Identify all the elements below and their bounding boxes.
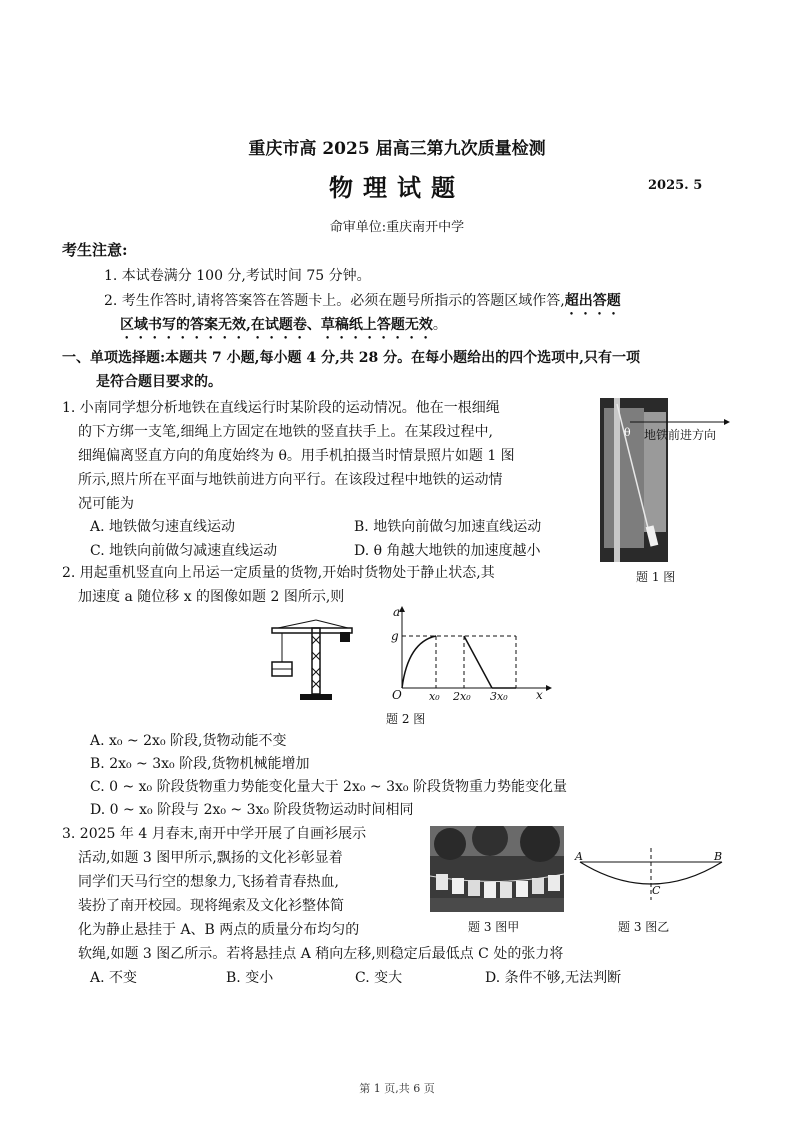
q1-text-3: 细绳偏离竖直方向的角度始终为 θ。用手机拍摄当时情景照片如题 1 图 (78, 448, 515, 464)
q2-text-2: 加速度 a 随位移 x 的图像如题 2 图所示,则 (78, 589, 345, 605)
notice-item-2-emphasis: 超出答题 (564, 293, 621, 309)
q2-origin: O (392, 688, 402, 702)
q3-option-c: C. 变大 (355, 970, 403, 986)
q2-2x0: 2x₀ (453, 690, 471, 703)
q3-point-c: C (652, 884, 661, 897)
page-footer: 第 1 页,共 6 页 (359, 1082, 435, 1095)
q2-axis-a: a (393, 605, 401, 619)
q1-caption: 题 1 图 (636, 570, 676, 584)
q3-text-4: 装扮了南开校园。现将绳索及文化衫整体简 (78, 898, 344, 914)
crane-illustration (268, 618, 358, 702)
q1-text-4: 所示,照片所在平面与地铁前进方向平行。在该段过程中地铁的运动情 (78, 472, 503, 488)
notice-heading: 考生注意: (62, 241, 128, 259)
q1-text-2: 的下方绑一支笔,细绳上方固定在地铁的竖直扶手上。在某段过程中, (78, 424, 493, 440)
q3-option-a: A. 不变 (90, 970, 138, 986)
q3-point-a: A (575, 850, 583, 863)
q3-text-3: 同学们天马行空的想象力,飞扬着青春热血, (78, 874, 339, 890)
q1-theta-label: θ (624, 426, 631, 439)
q1-text-1: 1. 小南同学想分析地铁在直线运行时某阶段的运动情况。他在一根细绳 (62, 400, 500, 416)
q3-text-6: 软绳,如题 3 图乙所示。若将悬挂点 A 稍向左移,则稳定后最低点 C 处的张力将 (78, 946, 564, 962)
q2-caption: 题 2 图 (386, 712, 426, 726)
notice-item-1: 1. 本试卷满分 100 分,考试时间 75 分钟。 (104, 268, 371, 284)
exam-date: 2025. 5 (648, 178, 703, 193)
q1-option-a: A. 地铁做匀速直线运动 (90, 519, 236, 535)
notice-item-2-cont (120, 315, 447, 342)
subject-title: 物理试题 (329, 173, 465, 202)
notice-item-2-emphasis-2: 区域书写的答案无效,在试题卷、草稿纸上答题无效 (120, 317, 433, 333)
q3-photo (430, 826, 564, 912)
notice-item-2 (104, 291, 621, 318)
q3-option-d: D. 条件不够,无法判断 (485, 970, 622, 986)
q3-point-b: B (714, 850, 723, 863)
q2-g-label: g (391, 629, 399, 643)
q1-text-5: 况可能为 (78, 496, 134, 512)
exam-title: 重庆市高 2025 届高三第九次质量检测 (248, 139, 546, 159)
q2-3x0: 3x₀ (490, 690, 508, 703)
q3-option-b: B. 变小 (226, 970, 274, 986)
q2-option-a: A. x₀ ~ 2x₀ 阶段,货物动能不变 (90, 733, 287, 749)
setter-unit: 命审单位:重庆南开中学 (329, 220, 465, 235)
section-heading: 一、单项选择题:本题共 7 小题,每小题 4 分,共 28 分。在每小题给出的四个选项中,只有一项 (62, 350, 640, 366)
section-heading-cont: 是符合题目要求的。 (96, 374, 222, 390)
q2-option-c: C. 0 ~ x₀ 阶段货物重力势能变化量大于 2x₀ ~ 3x₀ 阶段货物重力势能变化量 (90, 779, 567, 795)
q1-option-c: C. 地铁向前做匀减速直线运动 (90, 543, 278, 559)
q2-text-1: 2. 用起重机竖直向上吊运一定质量的货物,开始时货物处于静止状态,其 (62, 565, 495, 581)
q1-option-b: B. 地铁向前做匀加速直线运动 (354, 519, 542, 535)
notice-item-2-text: 2. 考生作答时,请将答案答在答题卡上。必须在题号所指示的答题区域作答, (104, 293, 565, 309)
q3-text-5: 化为静止悬挂于 A、B 两点的质量分布均匀的 (78, 922, 360, 938)
q2-axis-x: x (536, 688, 543, 702)
q1-direction-label: 地铁前进方向 (644, 428, 717, 442)
notice-item-2-end: 。 (432, 317, 447, 333)
q2-option-b: B. 2x₀ ~ 3x₀ 阶段,货物机械能增加 (90, 756, 310, 772)
q3-text-2: 活动,如题 3 图甲所示,飘扬的文化衫彰显着 (78, 850, 343, 866)
q3-caption-a: 题 3 图甲 (468, 920, 520, 934)
q3-text-1: 3. 2025 年 4 月春末,南开中学开展了自画衫展示 (62, 826, 367, 842)
q2-x0: x₀ (429, 690, 440, 703)
q2-option-d: D. 0 ~ x₀ 阶段与 2x₀ ~ 3x₀ 阶段货物运动时间相同 (90, 802, 414, 818)
q1-option-d: D. θ 角越大地铁的加速度越小 (354, 543, 541, 559)
q3-caption-b: 题 3 图乙 (618, 920, 670, 934)
